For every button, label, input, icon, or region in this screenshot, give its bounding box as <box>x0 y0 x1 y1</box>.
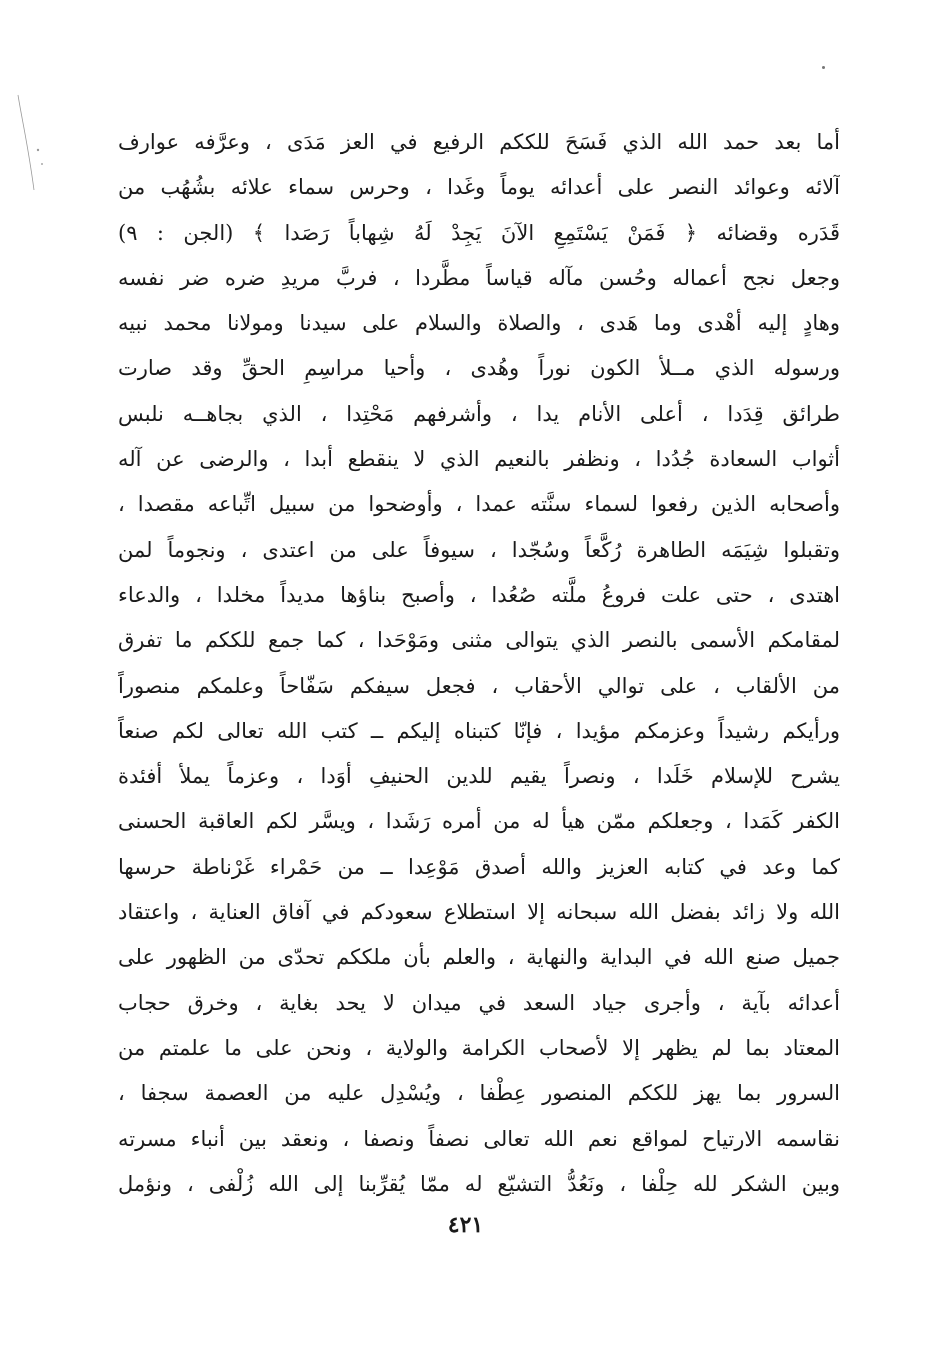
text-line: كما وعد في كتابه العزيز والله أصدق مَوْعِدا ــ من حَمْراء غَرْناطة حرسها <box>118 854 840 879</box>
text-line: يشرح للإسلام خَلَدا ، ونصراً يقيم للدين الحنيفِ أوَدا ، وعزماً يملأ أفئدة <box>118 764 840 789</box>
text-line: نقاسمه الارتياح لمواقع نعم الله تعالى نصفاً ونصفا ، ونعقد بين أنباء مسرته <box>118 1126 840 1151</box>
text-line: وأصحابه الذين رفعوا لسماء سنَّته عمدا ، وأوضحوا من سبيل اتِّباعه مقصدا ، <box>118 492 840 517</box>
text-line: أثواب السعادة جُدُدا ، ونظفر بالنعيم الذي لا ينقطع أبدا ، والرضى عن آله <box>118 447 840 472</box>
text-line: وجعل نجح أعماله وحُسن مآله قياساً مطَّردا ، فربَّ مريدِ ضره ضر نفسه <box>118 265 840 290</box>
ink-speck <box>822 66 825 69</box>
text-line: ورأيكم رشيداً وعزمكم مؤيدا ، فإنّا كتبناه إليكم ــ كتب الله تعالى لكم صنعاً <box>118 718 840 743</box>
text-line: ورسوله الذي مــلأ الكون نوراً وهُدى ، وأحيا مراسِمِ الحقِّ وقد صارت <box>118 356 840 381</box>
text-line: اهتدى ، حتى علت فروعُ ملَّته صُعُدا ، وأصبح بناؤها مديداً مخلدا ، والدعاء <box>118 582 840 607</box>
text-line: الكفر كَمَدا ، وجعلكم ممّن هيأ له من أمره رَشَدا ، ويسَّر لكم العاقبة الحسنى <box>118 809 840 834</box>
text-line: السرور بما يهز للككم المنصور عِطْفا ، ويُسْدِل عليه من العصمة سجفا ، <box>118 1081 840 1106</box>
page-number: ٤٢١ <box>447 1212 484 1238</box>
text-line: أعدائه بآية ، وأجرى جياد السعد في ميدان لا يحد بغاية ، وخرق حجاب <box>118 990 840 1015</box>
text-line: أما بعد حمد الله الذي فَسَحَ للككم الرفيع في العز مَدَى ، وعرَّفه عوارف <box>118 130 840 154</box>
body-text <box>118 120 840 1207</box>
text-line: آلائه وعوائد النصر على أعدائه يوماً وغَدا ، وحرس سماء علائه بشُهُب من <box>118 175 840 200</box>
scan-edge-artifact <box>8 90 48 200</box>
text-line: الله ولا زائد بفضل الله سبحانه إلا استطلاع سعودكم في آفاق العناية ، واعتقاد <box>118 900 840 925</box>
text-line: المعتاد بما لم يظهر إلا لأصحاب الكرامة والولاية ، ونحن على ما علمتم من <box>118 1035 840 1060</box>
text-line: جميل صنع الله في البداية والنهاية ، والعلم بأن ملككم تحدّى من الظهور على <box>118 945 840 970</box>
text-line: قَدَره وقضائه ﴿ فَمَنْ يَسْتَمِعِ الآنَ يَجِدْ لَهُ شِهاباً رَصَدا ﴾ (الجن : ٩) <box>118 220 840 245</box>
text-line: من الألقاب ، على توالي الأحقاب ، فجعل سيفكم سَفّاحاً وعلمكم منصوراً <box>118 673 840 698</box>
text-line: وبين الشكر لله حِلْفا ، ونَعُدُّ التشيّع له ممّا يُقرِّبنا إلى الله زُلْفى ، ونؤمل <box>118 1171 840 1196</box>
text-line: وتقبلوا شِيَمَه الطاهرة رُكَّعاً وسُجّدا ، سيوفاً على من اعتدى ، ونجوماً لمن <box>118 537 840 562</box>
text-line: طرائق قِدَدا ، أعلى الأنام يدا ، وأشرفهم مَحْتِدا ، الذي بجاهــه نلبس <box>118 401 840 426</box>
text-line: لمقامكم الأسمى بالنصر الذي يتوالى مثنى ومَوْحَدا ، كما جمع للككم ما تفرق <box>118 628 840 653</box>
text-line: وهادٍ إليه أهْدى وما هَدى ، والصلاة والسلام على سيدنا ومولانا محمد نبيه <box>118 311 840 336</box>
